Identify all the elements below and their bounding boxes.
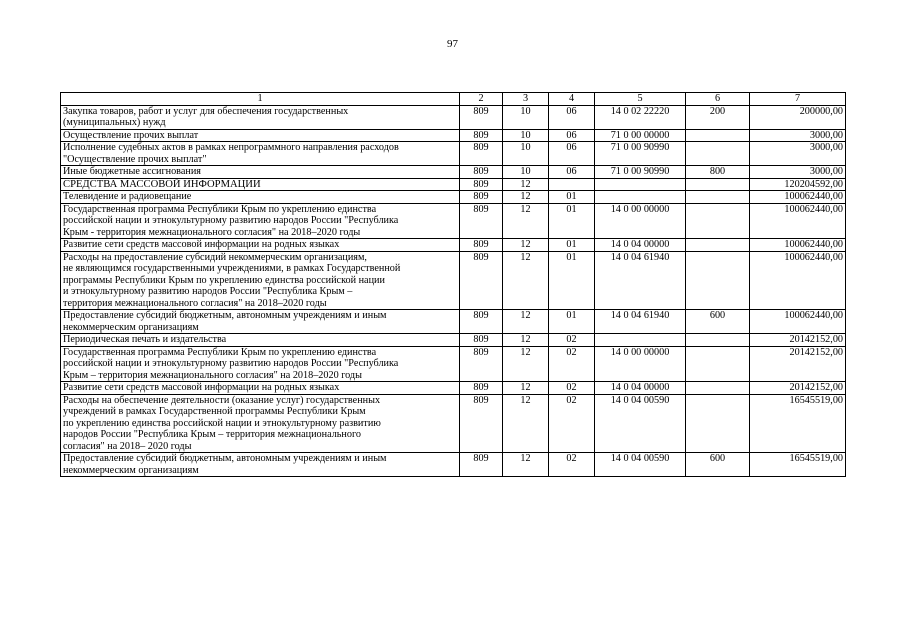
row-name-line: Развитие сети средств массовой информации на родных языках [63, 382, 340, 393]
row-name-line: Периодическая печать и издательства [63, 334, 227, 345]
expense-type-cell [686, 394, 750, 453]
row-name-line: Закупка товаров, работ и услуг для обеспечения государственных [63, 105, 349, 117]
row-name-line: Исполнение судебных актов в рамках непрограммного направления расходов [63, 142, 399, 153]
row-name-line: Расходы на обеспечение деятельности (оказание услуг) государственных [63, 394, 381, 406]
row-name-line: Иные бюджетные ассигнования [63, 166, 201, 177]
row-name-cell [61, 142, 460, 166]
table-row [61, 251, 846, 310]
row-name-line: Государственная программа Республики Крым по укреплению единства [63, 203, 377, 215]
amount-cell: 3000,00 [750, 142, 846, 166]
ministry-code-cell: 809 [460, 334, 503, 347]
target-article-cell: 71 0 00 90990 [595, 166, 686, 179]
row-name-cell [61, 239, 460, 252]
section-cell: 10 [503, 105, 549, 129]
amount-cell: 100062440,00 [750, 203, 846, 239]
table-body [61, 93, 846, 477]
table-row [61, 394, 846, 453]
column-header: 7 [750, 93, 846, 106]
subsection-cell: 01 [549, 191, 595, 204]
row-name-line: СРЕДСТВА МАССОВОЙ ИНФОРМАЦИИ [63, 178, 261, 190]
section-cell: 12 [503, 346, 549, 382]
subsection-cell: 02 [549, 394, 595, 453]
column-header: 3 [503, 93, 549, 106]
subsection-cell: 02 [549, 453, 595, 477]
target-article-cell: 14 0 00 00000 [595, 346, 686, 382]
expense-type-cell: 200 [686, 105, 750, 129]
expense-type-cell [686, 251, 750, 310]
row-name-cell [61, 191, 460, 204]
row-name-line: учреждений в рамках Государственной программы Республики Крым [63, 406, 366, 417]
amount-cell: 100062440,00 [750, 239, 846, 252]
ministry-code-cell: 809 [460, 203, 503, 239]
row-name-line: некоммерческим организациям [63, 321, 199, 333]
row-name-line: Крым - территория межнационального согласия" на 2018–2020 годы [63, 226, 361, 238]
ministry-code-cell: 809 [460, 453, 503, 477]
row-name-cell [61, 310, 460, 334]
section-cell: 10 [503, 129, 549, 142]
row-name-line: Предоставление субсидий бюджетным, автономным учреждениям и иным [63, 310, 387, 321]
table-row [61, 310, 846, 334]
row-name-line: Предоставление субсидий бюджетным, автономным учреждениям и иным [63, 453, 387, 464]
table-row [61, 453, 846, 477]
row-name-cell [61, 178, 460, 191]
row-name-line: и этнокультурному развитию народов России "Республика Крым – [63, 286, 353, 297]
target-article-cell [595, 191, 686, 204]
row-name-cell [61, 453, 460, 477]
table-header-row [61, 93, 846, 106]
table-row [61, 346, 846, 382]
ministry-code-cell: 809 [460, 346, 503, 382]
amount-cell: 100062440,00 [750, 191, 846, 204]
section-cell: 12 [503, 453, 549, 477]
row-name-line: Крым – территория межнационального согласия" на 2018–2020 годы [63, 369, 362, 381]
amount-cell: 16545519,00 [750, 394, 846, 453]
target-article-cell: 14 0 02 22220 [595, 105, 686, 129]
row-name-line: по укреплению единства российской нации и этнокультурному развитию [63, 417, 381, 429]
ministry-code-cell: 809 [460, 394, 503, 453]
table-row [61, 166, 846, 179]
subsection-cell: 01 [549, 251, 595, 310]
expense-type-cell [686, 334, 750, 347]
amount-cell: 20142152,00 [750, 382, 846, 395]
row-name-line: (муниципальных) нужд [63, 117, 166, 128]
section-cell: 10 [503, 166, 549, 179]
expense-type-cell [686, 191, 750, 204]
table-row [61, 105, 846, 129]
subsection-cell: 02 [549, 346, 595, 382]
column-header: 6 [686, 93, 750, 106]
row-name-cell [61, 105, 460, 129]
row-name-line: согласия" на 2018– 2020 годы [63, 440, 192, 452]
amount-cell: 120204592,00 [750, 178, 846, 191]
expense-type-cell: 600 [686, 453, 750, 477]
row-name-line: не являющимся государственными учреждениями, в рамках Государственной [63, 263, 401, 274]
row-name-line: российской нации и этнокультурному развитию народов России "Республика [63, 215, 399, 226]
table-row [61, 203, 846, 239]
row-name-line: программы Республики Крым по укреплению единства российской нации [63, 274, 385, 286]
amount-cell: 100062440,00 [750, 251, 846, 310]
target-article-cell: 71 0 00 90990 [595, 142, 686, 166]
subsection-cell: 06 [549, 129, 595, 142]
subsection-cell: 06 [549, 166, 595, 179]
ministry-code-cell: 809 [460, 310, 503, 334]
amount-cell: 3000,00 [750, 129, 846, 142]
ministry-code-cell: 809 [460, 251, 503, 310]
section-cell: 10 [503, 142, 549, 166]
row-name-line: "Осуществление прочих выплат" [63, 153, 207, 165]
row-name-line: народов России "Республика Крым – территория межнационального [63, 429, 361, 440]
ministry-code-cell: 809 [460, 191, 503, 204]
row-name-line: Развитие сети средств массовой информации на родных языках [63, 239, 340, 250]
table-row [61, 178, 846, 191]
row-name-cell [61, 166, 460, 179]
ministry-code-cell: 809 [460, 239, 503, 252]
section-cell: 12 [503, 382, 549, 395]
subsection-cell: 01 [549, 239, 595, 252]
section-cell: 12 [503, 203, 549, 239]
expense-type-cell [686, 142, 750, 166]
table-row [61, 239, 846, 252]
table-row [61, 142, 846, 166]
page-number: 97 [447, 38, 458, 50]
column-header: 2 [460, 93, 503, 106]
amount-cell: 100062440,00 [750, 310, 846, 334]
column-header: 5 [595, 93, 686, 106]
subsection-cell: 02 [549, 382, 595, 395]
column-header: 1 [61, 93, 460, 106]
subsection-cell: 06 [549, 142, 595, 166]
row-name-line: территория межнационального согласия" на 2018–2020 годы [63, 297, 327, 309]
target-article-cell: 71 0 00 00000 [595, 129, 686, 142]
expense-type-cell: 800 [686, 166, 750, 179]
target-article-cell: 14 0 04 61940 [595, 251, 686, 310]
expense-type-cell [686, 346, 750, 382]
section-cell: 12 [503, 251, 549, 310]
ministry-code-cell: 809 [460, 142, 503, 166]
expense-type-cell [686, 203, 750, 239]
section-cell: 12 [503, 310, 549, 334]
target-article-cell [595, 334, 686, 347]
section-cell: 12 [503, 191, 549, 204]
target-article-cell: 14 0 04 00590 [595, 394, 686, 453]
target-article-cell: 14 0 04 00000 [595, 239, 686, 252]
amount-cell: 3000,00 [750, 166, 846, 179]
ministry-code-cell: 809 [460, 129, 503, 142]
target-article-cell [595, 178, 686, 191]
row-name-line: Осуществление прочих выплат [63, 129, 199, 141]
table-row [61, 129, 846, 142]
row-name-cell [61, 346, 460, 382]
section-cell: 12 [503, 239, 549, 252]
section-cell: 12 [503, 178, 549, 191]
target-article-cell: 14 0 00 00000 [595, 203, 686, 239]
amount-cell: 20142152,00 [750, 334, 846, 347]
ministry-code-cell: 809 [460, 166, 503, 179]
row-name-line: Государственная программа Республики Крым по укреплению единства [63, 346, 377, 358]
amount-cell: 16545519,00 [750, 453, 846, 477]
expense-type-cell [686, 239, 750, 252]
subsection-cell: 01 [549, 310, 595, 334]
table-row [61, 191, 846, 204]
ministry-code-cell: 809 [460, 105, 503, 129]
ministry-code-cell: 809 [460, 382, 503, 395]
row-name-cell [61, 394, 460, 453]
expense-type-cell [686, 178, 750, 191]
row-name-line: Телевидение и радиовещание [63, 191, 192, 202]
amount-cell: 20142152,00 [750, 346, 846, 382]
target-article-cell: 14 0 04 61940 [595, 310, 686, 334]
expense-type-cell [686, 382, 750, 395]
table-row [61, 382, 846, 395]
row-name-cell [61, 382, 460, 395]
target-article-cell: 14 0 04 00590 [595, 453, 686, 477]
row-name-line: Расходы на предоставление субсидий некоммерческим организациям, [63, 251, 367, 263]
target-article-cell: 14 0 04 00000 [595, 382, 686, 395]
amount-cell: 200000,00 [750, 105, 846, 129]
section-cell: 12 [503, 394, 549, 453]
section-cell: 12 [503, 334, 549, 347]
subsection-cell: 01 [549, 203, 595, 239]
expense-type-cell [686, 129, 750, 142]
expense-type-cell: 600 [686, 310, 750, 334]
table-row [61, 334, 846, 347]
subsection-cell [549, 178, 595, 191]
subsection-cell: 02 [549, 334, 595, 347]
subsection-cell: 06 [549, 105, 595, 129]
row-name-cell [61, 334, 460, 347]
row-name-cell [61, 129, 460, 142]
row-name-cell [61, 251, 460, 310]
budget-table [60, 92, 846, 477]
ministry-code-cell: 809 [460, 178, 503, 191]
row-name-cell [61, 203, 460, 239]
row-name-line: некоммерческим организациям [63, 464, 199, 476]
column-header: 4 [549, 93, 595, 106]
row-name-line: российской нации и этнокультурному развитию народов России "Республика [63, 358, 399, 369]
